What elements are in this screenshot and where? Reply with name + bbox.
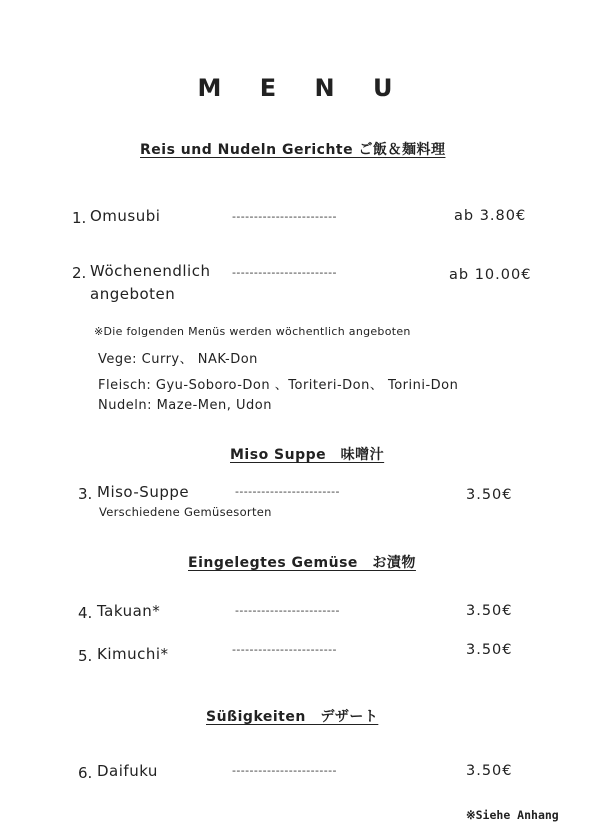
item-name-omusubi: Omusubi [90,207,161,225]
item-price-omusubi: ab 3.80€ [454,208,527,224]
weekly-vege: Vege: Curry、 NAK-Don [98,352,258,367]
weekly-nudeln: Nudeln: Maze-Men, Udon [98,398,272,413]
item-number: 6. [78,764,93,782]
item-name-woechenendlich: Wöchenendlich [90,262,211,280]
item-name-takuan: Takuan* [97,602,161,620]
item-name-miso-suppe: Miso-Suppe [97,483,190,501]
item-desc-miso-suppe: Verschiedene Gemüsesorten [99,505,272,519]
item-number: 4. [78,604,93,622]
section-heading-eingelegtes-gemuese: Eingelegtes Gemüse お漬物 [188,555,416,571]
item-name-woechenendlich-line2: angeboten [90,285,176,303]
item-number: 2. [72,264,87,282]
item-number: 3. [78,485,93,503]
section-heading-suessigkeiten: Süßigkeiten デザート [206,709,379,725]
leader-dots: ------------------------ [232,266,337,279]
item-name-daifuku: Daifuku [97,762,158,780]
item-number: 5. [78,647,93,665]
weekly-fleisch: Fleisch: Gyu-Soboro-Don 、Toriteri-Don、 Torini-Don [98,378,459,393]
item-price-woechenendlich: ab 10.00€ [449,267,532,283]
leader-dots: ------------------------ [232,210,337,223]
item-name-kimuchi: Kimuchi* [97,645,169,663]
item-price-daifuku: 3.50€ [466,763,513,779]
section-heading-miso-suppe: Miso Suppe 味噌汁 [230,447,385,463]
leader-dots: ------------------------ [232,764,337,777]
leader-dots: ------------------------ [235,604,340,617]
item-price-miso-suppe: 3.50€ [466,487,513,503]
footer-note: ※Siehe Anhang [466,808,559,822]
leader-dots: ------------------------ [235,485,340,498]
menu-title: M E N U [197,74,408,102]
leader-dots: ------------------------ [232,643,337,656]
item-price-takuan: 3.50€ [466,603,513,619]
section-heading-reis-nudeln: Reis und Nudeln Gerichte ご飯＆麺料理 [140,142,446,158]
item-price-kimuchi: 3.50€ [466,642,513,658]
weekly-note: ※Die folgenden Menüs werden wöchentlich angeboten [94,325,411,338]
item-number: 1. [72,209,87,227]
